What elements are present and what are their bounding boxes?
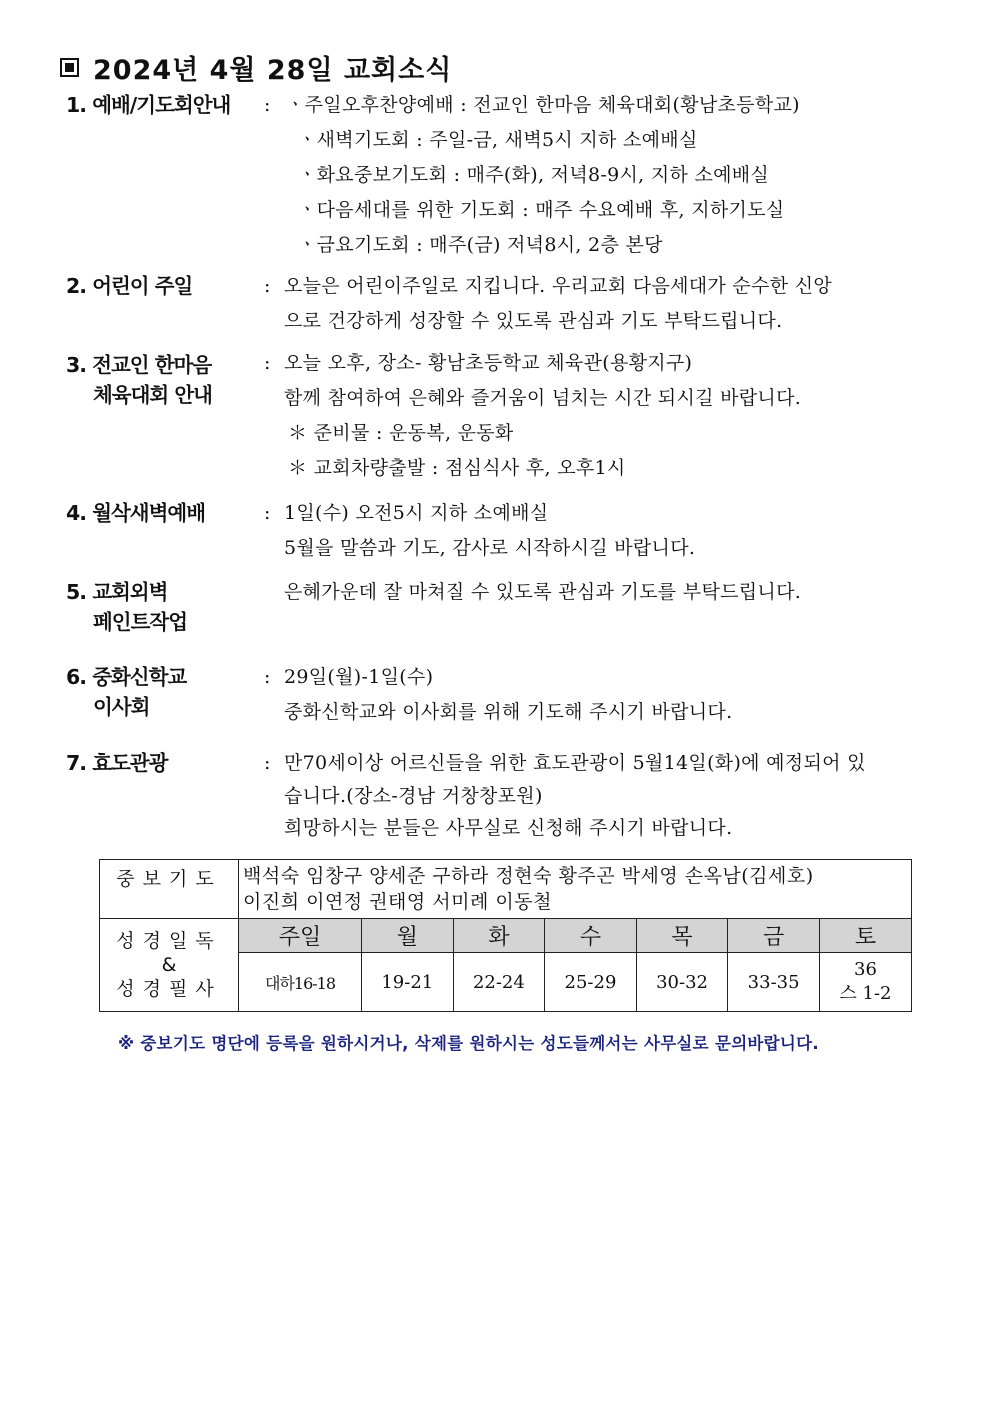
page-title: [60, 48, 452, 87]
content-line: 만70세이상 어르신들을 위한 효도관광이 5월14일(화)에 예정되어 있: [284, 752, 866, 774]
section-label: 5. 교회외벽 페인트작업: [66, 580, 188, 634]
intercession-names: 백석숙 임창구 양세준 구하라 정현숙 황주곤 박세영 손옥남(김세호) 이진희 이연정 권태영 서미례 이동철: [239, 860, 912, 919]
footer-note: ※ 중보기도 명단에 등록을 원하시거나, 삭제를 원하시는 성도들께서는 사무실로 문의바랍니다.: [118, 1034, 819, 1053]
colon: :: [264, 275, 271, 297]
section-label: 3. 전교인 한마음 체육대회 안내: [66, 353, 212, 407]
content-line: 5월을 말씀과 기도, 감사로 시작하시길 바랍니다.: [284, 537, 696, 559]
section-content: [284, 575, 924, 610]
day-cell: 주일: [239, 919, 362, 953]
content-line: 1일(수) 오전5시 지하 소예배실: [284, 502, 549, 524]
section-content: [284, 746, 924, 846]
colon: :: [264, 352, 271, 374]
colon: :: [264, 666, 271, 688]
reading-cell: 대하16-18: [239, 953, 362, 1012]
day-cell: 월: [362, 919, 454, 953]
day-cell: 화: [453, 919, 545, 953]
content-line: ㆍ주일오후찬양예배 : 전교인 한마음 체육대회(황남초등학교): [286, 94, 800, 116]
colon: :: [264, 752, 271, 774]
content-line: 29일(월)-1일(수): [284, 666, 434, 688]
day-cell: 토: [819, 919, 911, 953]
content-line: ＊ 준비물 : 운동복, 운동화: [288, 422, 514, 444]
bible-reading-header: 성경일독 & 성경필사: [100, 919, 239, 1012]
colon: :: [264, 502, 271, 524]
square-bullet-icon: [60, 58, 79, 77]
content-line: ㆍ금요기도회 : 매주(금) 저녁8시, 2층 본당: [298, 234, 663, 256]
intercession-header: 중보기도: [100, 860, 239, 919]
day-cell: 수: [545, 919, 637, 953]
content-line: ㆍ다음세대를 위한 기도회 : 매주 수요예배 후, 지하기도실: [298, 199, 785, 221]
reading-cell: 33-35: [728, 953, 820, 1012]
section-content: [284, 88, 924, 263]
section-content: [284, 496, 924, 566]
content-line: 함께 참여하여 은혜와 즐거움이 넘치는 시간 되시길 바랍니다.: [284, 387, 802, 409]
reading-cell: 19-21: [362, 953, 454, 1012]
content-line: ㆍ화요중보기도회 : 매주(화), 저녁8-9시, 지하 소예배실: [298, 164, 770, 186]
content-line: ㆍ새벽기도회 : 주일-금, 새벽5시 지하 소예배실: [298, 129, 698, 151]
section-label: 1. 예배/기도회안내: [66, 93, 231, 117]
title-text: 2024년 4월 28일 교회소식: [93, 55, 453, 86]
day-cell: 금: [728, 919, 820, 953]
section-content: [284, 660, 924, 730]
reading-cell: 30-32: [636, 953, 728, 1012]
reading-cell: 22-24: [453, 953, 545, 1012]
section-label: 7. 효도관광: [66, 751, 168, 775]
section-label: 4. 월삭새벽예배: [66, 501, 206, 525]
reading-cell: 25-29: [545, 953, 637, 1012]
content-line: 오늘 오후, 장소- 황남초등학교 체육관(용황지구): [284, 352, 693, 374]
content-line: 으로 건강하게 성장할 수 있도록 관심과 기도 부탁드립니다.: [284, 310, 783, 332]
section-label: 6. 중화신학교 이사회: [66, 665, 187, 719]
colon: :: [264, 94, 271, 116]
content-line: 은혜가운데 잘 마쳐질 수 있도록 관심과 기도를 부탁드립니다.: [284, 581, 802, 603]
content-line: ＊ 교회차량출발 : 점심식사 후, 오후1시: [288, 457, 626, 479]
day-cell: 목: [636, 919, 728, 953]
reading-cell-saturday: 36 스 1-2: [819, 953, 911, 1012]
prayer-reading-table: [99, 859, 912, 1012]
section-label: 2. 어린이 주일: [66, 274, 193, 298]
intercession-row: [100, 860, 912, 919]
content-line: 습니다.(장소-경남 거창창포원): [284, 785, 543, 807]
content-line: 오늘은 어린이주일로 지킵니다. 우리교회 다음세대가 순수한 신앙: [284, 275, 833, 297]
content-line: 희망하시는 분들은 사무실로 신청해 주시기 바랍니다.: [284, 817, 733, 839]
section-content: [284, 269, 924, 339]
content-line: 중화신학교와 이사회를 위해 기도해 주시기 바랍니다.: [284, 701, 733, 723]
section-content: [284, 346, 924, 486]
days-row: [100, 919, 912, 953]
